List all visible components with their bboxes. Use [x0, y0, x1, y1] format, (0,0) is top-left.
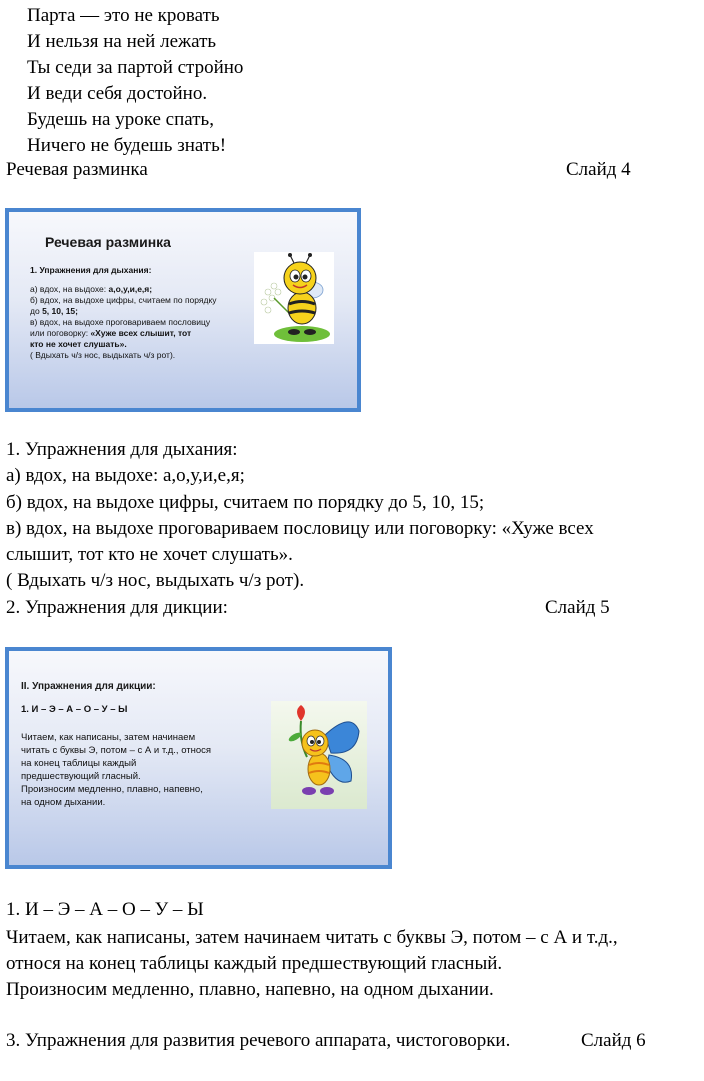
poem-line: Ничего не будешь знать! — [27, 135, 227, 156]
bee-icon — [254, 252, 334, 344]
slide-number: Слайд 4 — [566, 159, 631, 180]
slide-4-image — [5, 208, 361, 412]
slide-line: Читаем, как написаны, затем начинаем — [21, 732, 196, 743]
slide-line: Произносим медленно, плавно, напевно, — [21, 784, 203, 795]
body-line: 1. Упражнения для дыхания: — [6, 439, 238, 460]
slide-5-image — [5, 647, 392, 869]
slide-line: до 5, 10, 15; — [30, 306, 78, 316]
body-line: 1. И – Э – А – О – У – Ы — [6, 899, 204, 920]
section-title: 3. Упражнения для развития речевого аппарата, чистоговорки. — [6, 1030, 511, 1051]
butterfly-icon — [271, 701, 367, 809]
section-title: Речевая разминка — [6, 159, 148, 180]
slide-line: а) вдох, на выдохе: а,о,у,и,е,я; — [30, 284, 153, 294]
body-line: в) вдох, на выдохе проговариваем пословицу или поговорку: «Хуже всех — [6, 518, 594, 539]
slide-number: Слайд 6 — [581, 1030, 646, 1051]
poem-line: Будешь на уроке спать, — [27, 109, 214, 130]
body-line: б) вдох, на выдохе цифры, считаем по порядку до 5, 10, 15; — [6, 492, 485, 513]
body-line: относя на конец таблицы каждый предшествующий гласный. — [6, 953, 503, 974]
slide-vowels: 1. И – Э – А – О – У – Ы — [21, 704, 128, 715]
slide-line: в) вдох, на выдохе проговариваем пословицу — [30, 317, 211, 327]
slide-title: II. Упражнения для дикции: — [21, 681, 156, 692]
slide-title: Речевая разминка — [45, 234, 171, 250]
slide-line: ( Вдыхать ч/з нос, выдыхать ч/з рот). — [30, 350, 176, 360]
section-title: 2. Упражнения для дикции: — [6, 597, 228, 618]
slide-line: на конец таблицы каждый — [21, 758, 137, 769]
slide-line: предшествующий гласный. — [21, 771, 141, 782]
body-line: Читаем, как написаны, затем начинаем читать с буквы Э, потом – с А и т.д., — [6, 927, 618, 948]
poem-line: И нельзя на ней лежать — [27, 31, 217, 52]
slide-number: Слайд 5 — [545, 597, 610, 618]
slide-subtitle: 1. Упражнения для дыхания: — [30, 265, 152, 275]
slide-line: кто не хочет слушать». — [30, 339, 127, 349]
poem-line: Ты седи за партой стройно — [27, 57, 244, 78]
poem-line: И веди себя достойно. — [27, 83, 208, 104]
slide-line: читать с буквы Э, потом – с А и т.д., относя — [21, 745, 212, 756]
body-line: слышит, тот кто не хочет слушать». — [6, 544, 293, 565]
bee-illustration — [254, 252, 334, 344]
body-line: ( Вдыхать ч/з нос, выдыхать ч/з рот). — [6, 570, 305, 591]
body-line: а) вдох, на выдохе: а,о,у,и,е,я; — [6, 465, 245, 486]
slide-line: или поговорку: «Хуже всех слышит, тот — [30, 328, 192, 338]
poem-line: Парта — это не кровать — [27, 5, 220, 26]
body-line: Произносим медленно, плавно, напевно, на одном дыхании. — [6, 979, 494, 1000]
butterfly-illustration — [271, 701, 367, 809]
slide-line: на одном дыхании. — [21, 797, 106, 808]
slide-line: б) вдох, на выдохе цифры, считаем по порядку — [30, 295, 217, 305]
